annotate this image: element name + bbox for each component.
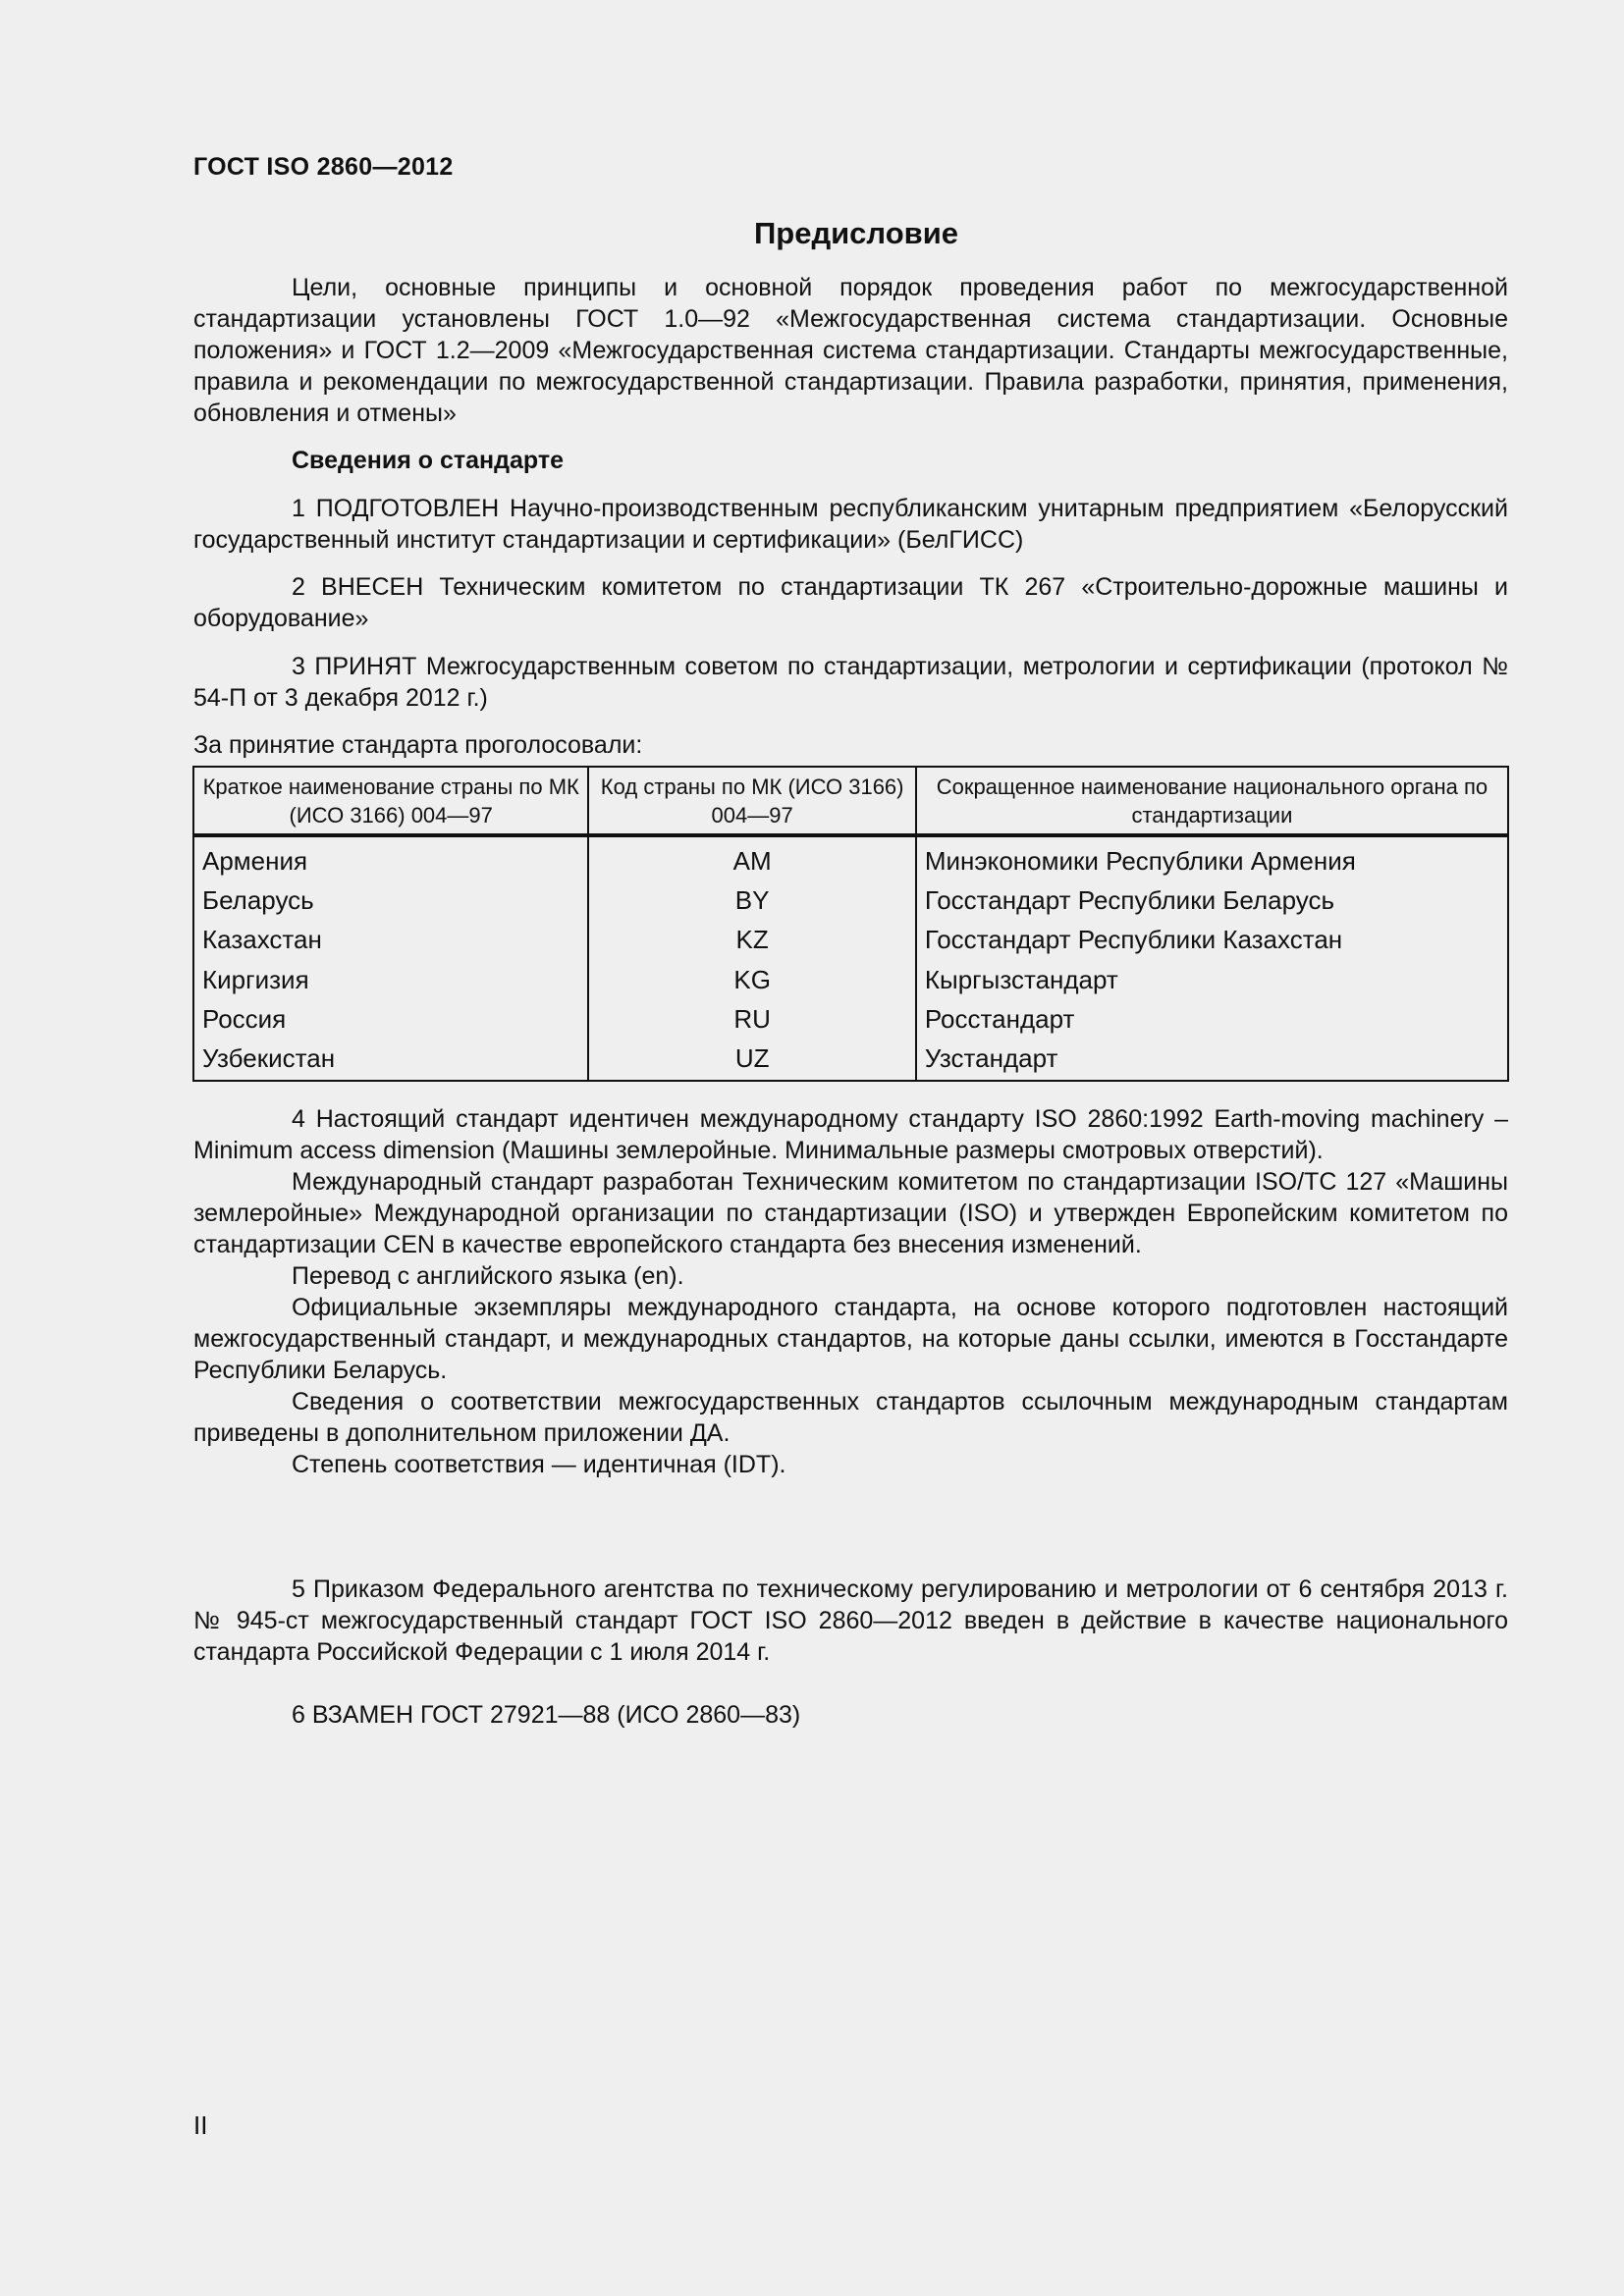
code-cell: AM — [588, 835, 915, 881]
table-row — [193, 960, 1508, 999]
body-cell: Кыргызстандарт — [916, 960, 1508, 999]
column-header-body: Сокращенное наименование национального органа по стандартизации — [916, 767, 1508, 835]
table-row — [193, 920, 1508, 959]
item-4-paragraph: 4 Настоящий стандарт идентичен международному стандарту ISO 2860:1992 Earth-moving machinery – Minimum access dimension (Машины землеройные. Минимальные размеры смотровых отверстий). — [193, 1105, 1508, 1164]
code-cell: KZ — [588, 920, 915, 959]
item-5-section — [193, 1574, 1508, 1668]
body-cell: Минэкономики Республики Армения — [916, 835, 1508, 881]
page-title: Предисловие — [753, 216, 958, 250]
body-cell: Росстандарт — [916, 999, 1508, 1039]
body-cell: Госстандарт Республики Казахстан — [916, 920, 1508, 959]
item-4-paragraph: Сведения о соответствии межгосударственных стандартов ссылочным международным стандартам приведены в дополнительном приложении ДА. — [193, 1388, 1508, 1447]
column-header-country: Краткое наименование страны по МК (ИСО 3166) 004—97 — [193, 767, 588, 835]
item-1-paragraph: 1 ПОДГОТОВЛЕН Научно-производственным республиканским унитарным предприятием «Белорусский государственный институт стандартизации и сертификации» (БелГИСС) — [193, 495, 1508, 554]
country-cell: Беларусь — [193, 881, 588, 920]
item-5-paragraph: 5 Приказом Федерального агентства по техническому регулированию и метрологии от 6 сентября 2013 г. № 945-ст межгосударственный стандарт ГОСТ ISO 2860—2012 введен в действие в качестве национального стандарта Российской Федерации с 1 июля 2014 г. — [193, 1575, 1508, 1666]
item-2-paragraph: 2 ВНЕСЕН Техническим комитетом по стандартизации ТК 267 «Строительно-дорожные машины и оборудование» — [193, 573, 1508, 632]
info-heading: Сведения о стандарте — [292, 447, 565, 474]
item-4-paragraph: Официальные экземпляры международного стандарта, на основе которого подготовлен настоящий межгосударственный стандарт, и международных стандартов, на которые даны ссылки, имеются в Госстандарте Республики Беларусь. — [193, 1294, 1508, 1384]
item-3-section — [193, 651, 1508, 714]
table-row — [193, 999, 1508, 1039]
code-cell: RU — [588, 999, 915, 1039]
voting-table-wrapper — [192, 766, 1509, 1082]
item-4-paragraph: Международный стандарт разработан Техническим комитетом по стандартизации ISO/TC 127 «Машины землеройные» Международной организации по стандартизации (ISO) и утвержден Европейским комитетом по стандартизации CEN в качестве европейского стандарта без внесения изменений. — [193, 1168, 1508, 1258]
table-row — [193, 835, 1508, 881]
country-cell: Россия — [193, 999, 588, 1039]
code-cell: UZ — [588, 1039, 915, 1081]
document-header: ГОСТ ISO 2860—2012 — [193, 153, 454, 181]
item-6-section — [193, 1699, 1508, 1731]
item-1-section — [193, 493, 1508, 556]
country-cell: Киргизия — [193, 960, 588, 999]
vote-caption-section — [193, 729, 1508, 761]
table-row — [193, 881, 1508, 920]
body-cell: Госстандарт Республики Беларусь — [916, 881, 1508, 920]
item-4-section — [193, 1103, 1508, 1480]
table-row — [193, 1039, 1508, 1081]
intro-section — [193, 272, 1508, 429]
table-header-row — [193, 767, 1508, 835]
vote-caption: За принятие стандарта проголосовали: — [193, 731, 643, 759]
item-2-section — [193, 571, 1508, 634]
country-cell: Армения — [193, 835, 588, 881]
item-4-paragraph: Перевод с английского языка (en). — [292, 1262, 684, 1290]
item-3-paragraph: 3 ПРИНЯТ Межгосударственным советом по стандартизации, метрологии и сертификации (протокол № 54-П от 3 декабря 2012 г.) — [193, 653, 1508, 712]
item-6-paragraph: 6 ВЗАМЕН ГОСТ 27921—88 (ИСО 2860—83) — [292, 1701, 801, 1729]
code-cell: BY — [588, 881, 915, 920]
intro-paragraph: Цели, основные принципы и основной порядок проведения работ по межгосударственной стандартизации установлены ГОСТ 1.0—92 «Межгосударственная система стандартизации. Основные положения» и ГОСТ 1.2—2009 «Межгосударственная система стандартизации. Стандарты межгосударственные, правила и рекомендации по межгосударственной стандартизации. Правила разработки, принятия, применения, обновления и отмены» — [193, 274, 1508, 427]
country-cell: Узбекистан — [193, 1039, 588, 1081]
item-4-paragraph: Степень соответствия — идентичная (IDT). — [292, 1451, 786, 1478]
info-section — [193, 445, 1508, 476]
column-header-code: Код страны по МК (ИСО 3166) 004—97 — [588, 767, 915, 835]
page-number: II — [193, 2110, 208, 2140]
code-cell: KG — [588, 960, 915, 999]
voting-table — [192, 766, 1509, 1082]
country-cell: Казахстан — [193, 920, 588, 959]
body-cell: Узстандарт — [916, 1039, 1508, 1081]
